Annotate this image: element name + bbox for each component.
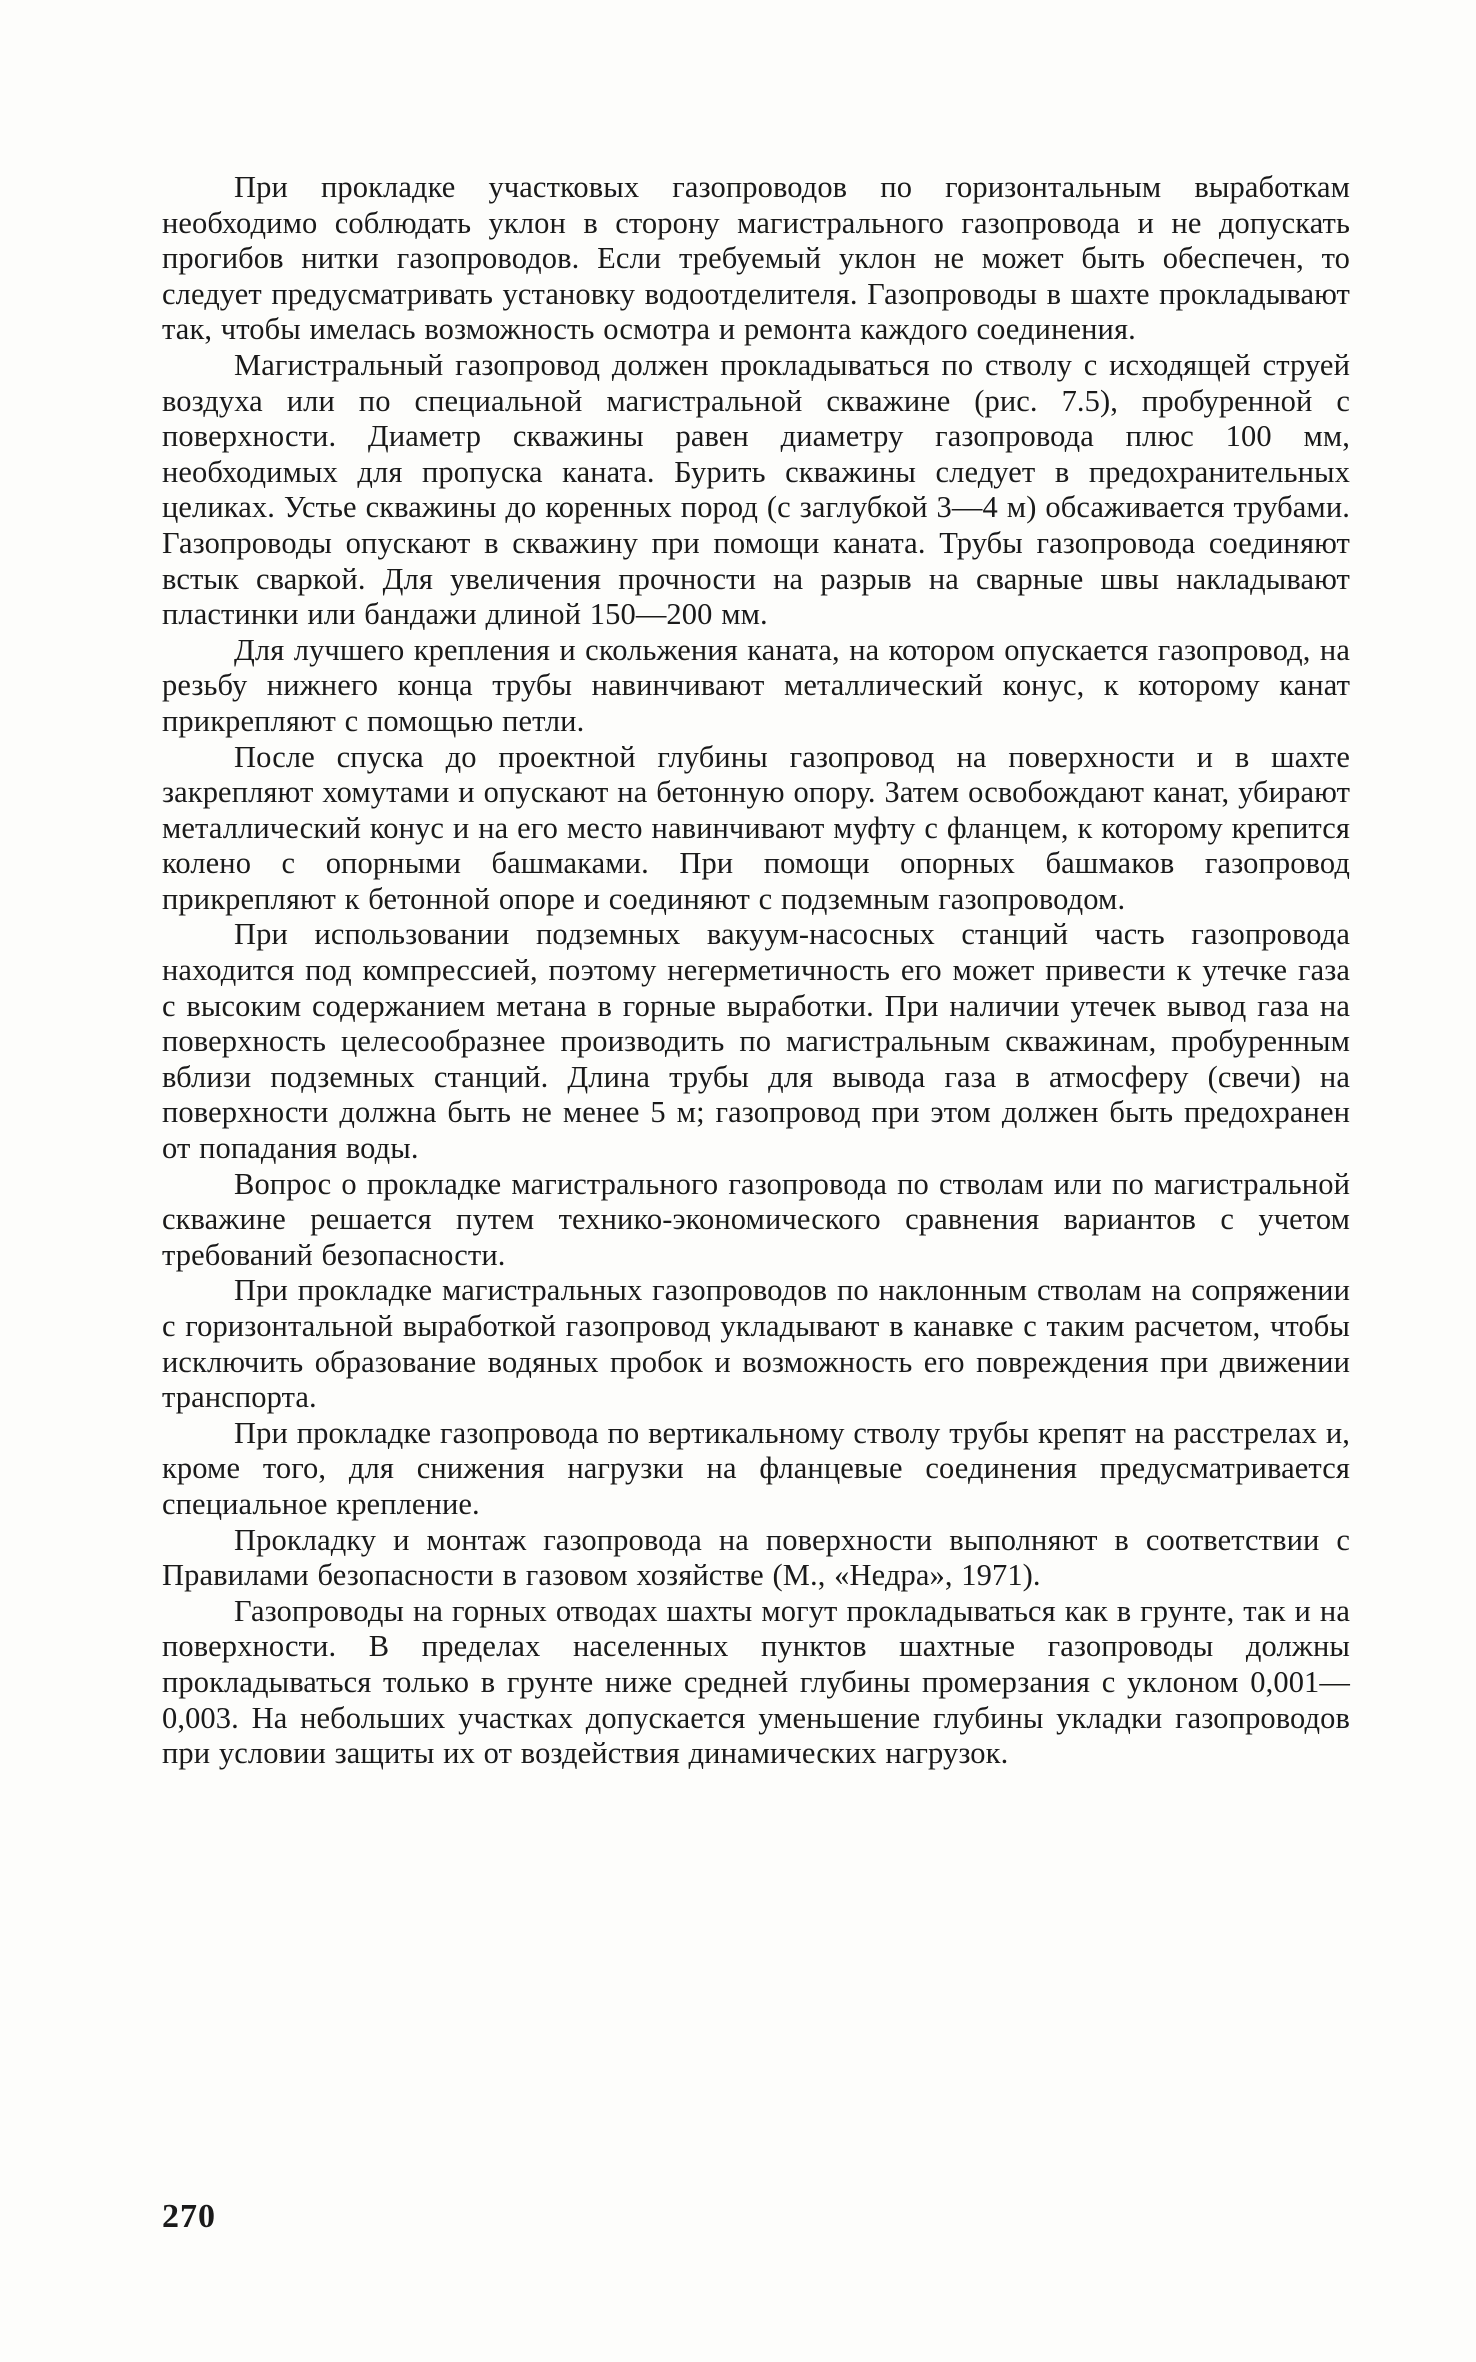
- paragraph-4: После спуска до проектной глубины газопровод на поверхности и в шахте закрепляют хомутами и опускают на бетонную опору. Затем освобождают канат, убирают металлический конус и на его место навинчивают муфту с фланцем, к которому крепится колено с опорными башмаками. При помощи опорных башмаков газопровод прикрепляют к бетонной опоре и соединяют с подземным газопроводом.: [162, 739, 1350, 916]
- page-number: 270: [162, 2198, 216, 2235]
- paragraph-6: Вопрос о прокладке магистрального газопровода по стволам или по магистральной скважине решается путем технико-экономического сравнения вариантов с учетом требований безопасности.: [162, 1166, 1350, 1272]
- paragraph-2: Магистральный газопровод должен прокладываться по стволу с исходящей струей воздуха или по специальной магистральной скважине (рис. 7.5), пробуренной с поверхности. Диаметр скважины равен диаметру газопровода плюс 100 мм, необходимых для пропуска каната. Бурить скважины следует в предохранительных целиках. Устье скважины до коренных пород (с заглубкой 3—4 м) обсаживается трубами. Газопроводы опускают в скважину при помощи каната. Трубы газопровода соединяют встык сваркой. Для увеличения прочности на разрыв на сварные швы накладывают пластинки или бандажи длиной 150—200 мм.: [162, 347, 1350, 632]
- paragraph-10: Газопроводы на горных отводах шахты могут прокладываться как в грунте, так и на поверхности. В пределах населенных пунктов шахтные газопроводы должны прокладываться только в грунте ниже средней глубины промерзания с уклоном 0,001—0,003. На небольших участках допускается уменьшение глубины укладки газопроводов при условии защиты их от воздействия динамических нагрузок.: [162, 1593, 1350, 1771]
- paragraph-1: При прокладке участковых газопроводов по горизонтальным выработкам необходимо соблюдать уклон в сторону магистрального газопровода и не допускать прогибов нитки газопроводов. Если требуемый уклон не может быть обеспечен, то следует предусматривать установку водоотделителя. Газопроводы в шахте прокладывают так, чтобы имелась возможность осмотра и ремонта каждого соединения.: [162, 170, 1350, 347]
- paragraph-5: При использовании подземных вакуум-насосных станций часть газопровода находится под компрессией, поэтому негерметичность его может привести к утечке газа с высоким содержанием метана в горные выработки. При наличии утечек вывод газа на поверхность целесообразнее производить по магистральным скважинам, пробуренным вблизи подземных станций. Длина трубы для вывода газа в атмосферу (свечи) на поверхности должна быть не менее 5 м; газопровод при этом должен быть предохранен от попадания воды.: [162, 917, 1350, 1166]
- paragraph-7: При прокладке магистральных газопроводов по наклонным стволам на сопряжении с горизонтальной выработкой газопровод укладывают в канавке с таким расчетом, чтобы исключить образование водяных пробок и возможность его повреждения при движении транспорта.: [162, 1273, 1350, 1415]
- paragraph-9: Прокладку и монтаж газопровода на поверхности выполняют в соответствии с Правилами безопасности в газовом хозяйстве (М., «Недра», 1971).: [162, 1522, 1350, 1593]
- paragraph-8: При прокладке газопровода по вертикальному стволу трубы крепят на расстрелах и, кроме того, для снижения нагрузки на фланцевые соединения предусматривается специальное крепление.: [162, 1415, 1350, 1521]
- body-text: [162, 170, 1350, 1772]
- paragraph-3: Для лучшего крепления и скольжения каната, на котором опускается газопровод, на резьбу нижнего конца трубы навинчивают металлический конус, к которому канат прикрепляют с помощью петли.: [162, 632, 1350, 738]
